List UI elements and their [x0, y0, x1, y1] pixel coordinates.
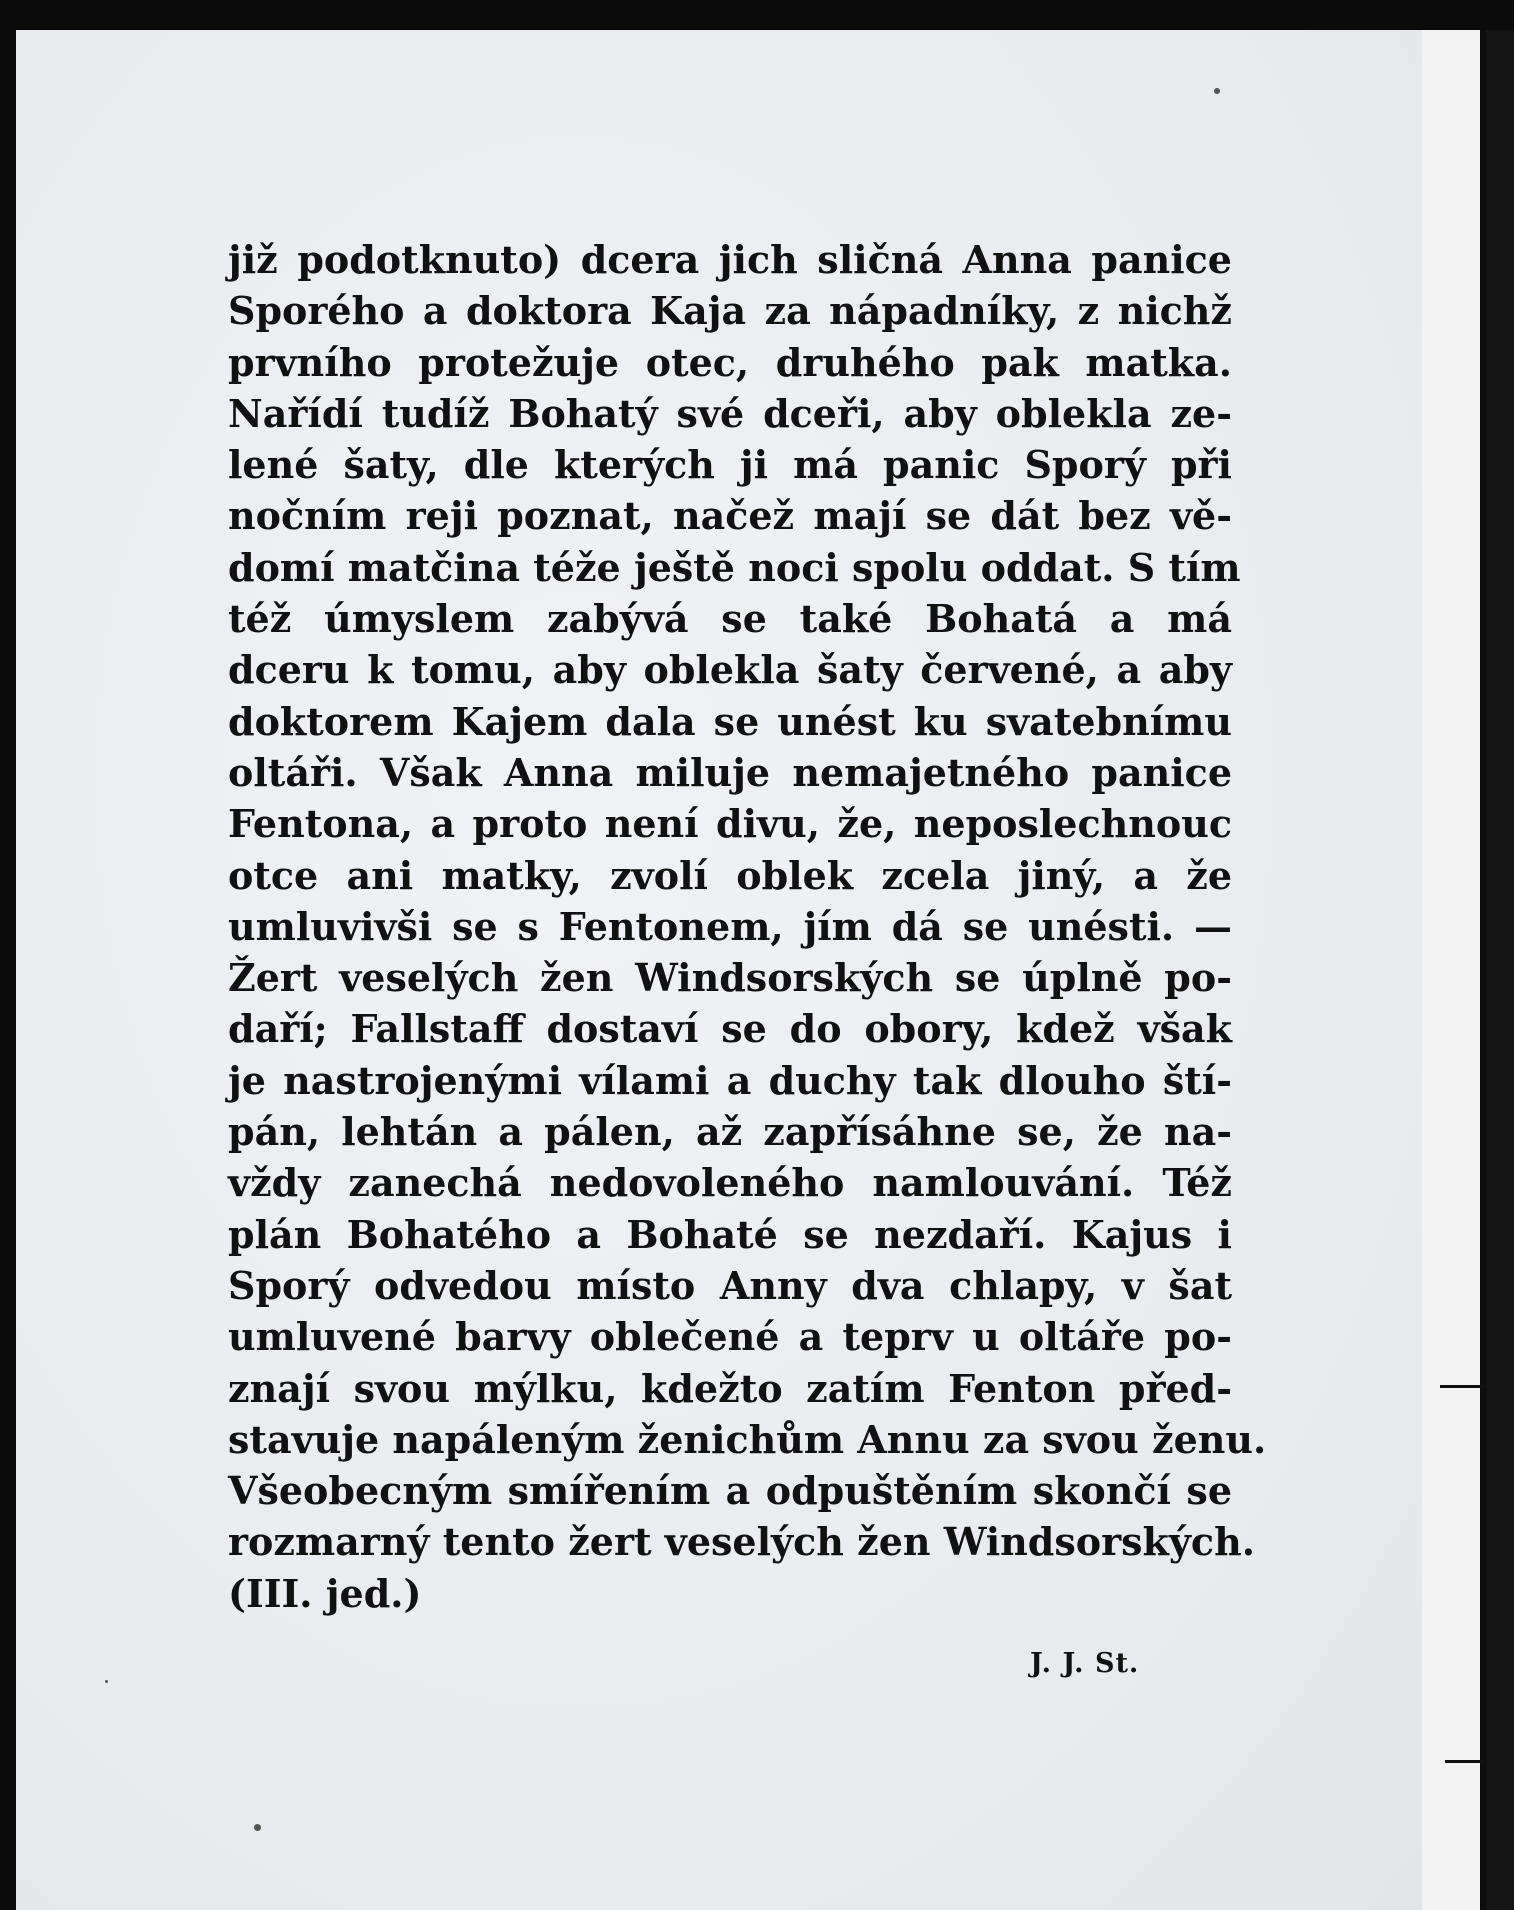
scan-margin: [1486, 30, 1514, 1910]
text-line: doktorem Kajem dala se unést ku svatebnímu: [228, 698, 1232, 744]
text-line: domí matčina téže ještě noci spolu oddat. S tím: [228, 544, 1241, 590]
text-line: nočním reji poznat, načež mají se dát bez vě-: [228, 493, 1232, 539]
text-line: Nařídí tudíž Bohatý své dceři, aby oblekla ze-: [228, 390, 1232, 436]
text-line: Sporého a doktora Kaja za nápadníky, z nichž: [228, 288, 1232, 334]
text-line: umluvené barvy oblečené a teprv u oltáře po-: [228, 1314, 1232, 1360]
paper-speck: [105, 1680, 108, 1683]
next-page-edge: [1422, 30, 1480, 1910]
text-line: je nastrojenými vílami a duchy tak dlouho ští-: [228, 1057, 1232, 1103]
text-line: Všeobecným smířením a odpuštěním skončí se: [228, 1468, 1232, 1514]
author-initials: J. J. St.: [1030, 1648, 1140, 1679]
text-line: lené šaty, dle kterých ji má panic Sporý při: [228, 442, 1232, 488]
text-line: pán, lehtán a pálen, až zapřísáhne se, že na-: [228, 1109, 1232, 1155]
text-line: oltáři. Však Anna miluje nemajetného panice: [228, 749, 1232, 795]
text-line: daří; Fallstaff dostaví se do obory, kdež však: [228, 1006, 1232, 1052]
text-line: stavuje napáleným ženichům Annu za svou ženu.: [228, 1416, 1267, 1462]
paper-speck: [254, 1824, 261, 1831]
text-line: Sporý odvedou místo Anny dva chlapy, v šat: [228, 1262, 1232, 1308]
text-line: rozmarný tento žert veselých žen Windsorských.: [228, 1519, 1255, 1565]
paper-speck: [1214, 88, 1220, 94]
text-line: znají svou mýlku, kdežto zatím Fenton před-: [228, 1365, 1232, 1411]
text-line: též úmyslem zabývá se také Bohatá a má: [228, 596, 1232, 642]
text-line: plán Bohatého a Bohaté se nezdaří. Kajus i: [228, 1211, 1232, 1257]
text-line: umluvivši se s Fentonem, jím dá se unésti. —: [228, 903, 1232, 949]
text-line-final: (III. jed.): [228, 1570, 422, 1616]
text-line: Fentona, a proto není divu, že, neposlechnouc: [228, 801, 1232, 847]
body-text: [228, 234, 1267, 1619]
text-line: Žert veselých žen Windsorských se úplně po-: [228, 955, 1232, 1001]
text-line: prvního protežuje otec, druhého pak matka.: [228, 339, 1232, 385]
text-line: dceru k tomu, aby oblekla šaty červené, a aby: [228, 647, 1232, 693]
margin-tick-mark: [1440, 1385, 1486, 1388]
text-line: otce ani matky, zvolí oblek zcela jiný, a že: [228, 852, 1232, 898]
text-line: již podotknuto) dcera jich sličná Anna panice: [228, 237, 1232, 282]
margin-tick-mark: [1445, 1760, 1486, 1763]
text-line: vždy zanechá nedovoleného namlouvání. Též: [228, 1160, 1232, 1206]
